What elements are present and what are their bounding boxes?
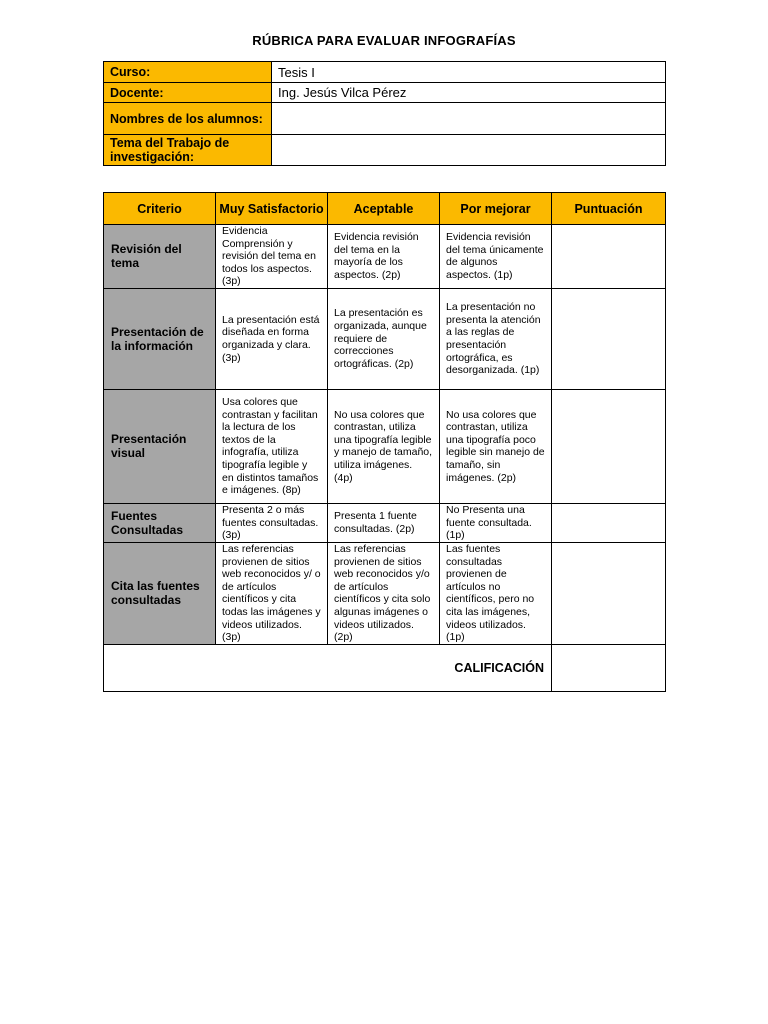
por-mejorar-cell: Evidencia revisión del tema únicamente de algunos aspectos. (1p) [440,225,552,289]
puntuacion-cell [552,542,666,644]
puntuacion-cell [552,389,666,503]
header-criterio: Criterio [104,193,216,225]
course-info-table [103,61,666,166]
muy-satisfactorio-cell: Usa colores que contrastan y facilitan la lectura de los textos de la infografía, utiliza tipografía legible y en distintos tamaños e imágenes. (8p) [216,389,328,503]
rubric-header-row [104,193,666,225]
muy-satisfactorio-cell: Las referencias provienen de sitios web reconocidos y/ o de artículos científicos y cita todas las imágenes y videos utilizados. (3p) [216,542,328,644]
info-value [272,135,666,166]
rubric-row [104,503,666,542]
muy-satisfactorio-cell: La presentación está diseñada en forma organizada y clara. (3p) [216,288,328,389]
criterion-cell: Fuentes Consultadas [104,503,216,542]
rubric-row [104,288,666,389]
header-puntuacion: Puntuación [552,193,666,225]
criterion-cell: Revisión del tema [104,225,216,289]
info-row-alumnos [104,103,666,135]
rubric-row [104,542,666,644]
calificacion-label: CALIFICACIÓN [104,644,552,691]
muy-satisfactorio-cell: Evidencia Comprensión y revisión del tema en todos los aspectos. (3p) [216,225,328,289]
info-value: Ing. Jesús Vilca Pérez [272,83,666,103]
info-value [272,103,666,135]
puntuacion-cell [552,225,666,289]
info-label: Docente: [104,83,272,103]
rubric-row [104,225,666,289]
por-mejorar-cell: Las fuentes consultadas provienen de artículos no científicos, pero no cita las imágenes, videos utilizados. (1p) [440,542,552,644]
info-row-tema [104,135,666,166]
info-row-curso [104,62,666,83]
por-mejorar-cell: No Presenta una fuente consultada. (1p) [440,503,552,542]
calificacion-value [552,644,666,691]
por-mejorar-cell: La presentación no presenta la atención a las reglas de presentación ortográfica, es desorganizada. (1p) [440,288,552,389]
rubric-table [103,192,666,692]
rubric-row [104,389,666,503]
por-mejorar-cell: No usa colores que contrastan, utiliza una tipografía poco legible sin manejo de tamaño, sin imágenes. (2p) [440,389,552,503]
aceptable-cell: La presentación es organizada, aunque requiere de correcciones ortográficas. (2p) [328,288,440,389]
info-label: Nombres de los alumnos: [104,103,272,135]
criterion-cell: Cita las fuentes consultadas [104,542,216,644]
total-row [104,644,666,691]
info-row-docente [104,83,666,103]
aceptable-cell: Presenta 1 fuente consultadas. (2p) [328,503,440,542]
aceptable-cell: Evidencia revisión del tema en la mayoría de los aspectos. (2p) [328,225,440,289]
header-por-mejorar: Por mejorar [440,193,552,225]
criterion-cell: Presentación visual [104,389,216,503]
aceptable-cell: Las referencias provienen de sitios web reconocidos y/o de artículos científicos y cita solo algunas imágenes o videos utilizados. (2p) [328,542,440,644]
header-aceptable: Aceptable [328,193,440,225]
header-muy-satisfactorio: Muy Satisfactorio [216,193,328,225]
puntuacion-cell [552,288,666,389]
info-value: Tesis I [272,62,666,83]
document-title: RÚBRICA PARA EVALUAR INFOGRAFÍAS [252,33,516,48]
criterion-cell: Presentación de la información [104,288,216,389]
puntuacion-cell [552,503,666,542]
aceptable-cell: No usa colores que contrastan, utiliza una tipografía legible y manejo de tamaño, utiliza imágenes. (4p) [328,389,440,503]
info-label: Tema del Trabajo de investigación: [104,135,272,166]
info-label: Curso: [104,62,272,83]
muy-satisfactorio-cell: Presenta 2 o más fuentes consultadas. (3p) [216,503,328,542]
